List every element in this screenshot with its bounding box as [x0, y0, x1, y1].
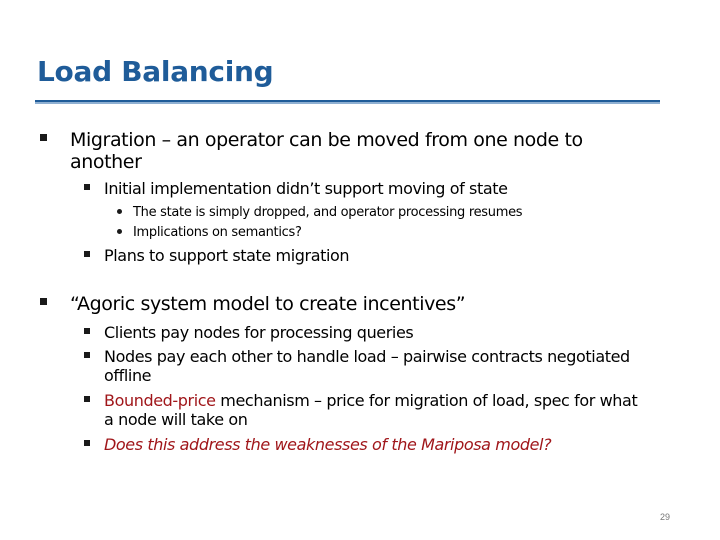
sub-bullet-nodes-pay-line2: offline — [104, 366, 152, 385]
round-bullet-icon — [117, 229, 122, 234]
square-bullet-icon — [84, 352, 90, 358]
sub-bullet-clients-pay: Clients pay nodes for processing queries — [104, 323, 414, 342]
bullet-migration-line2: another — [70, 151, 142, 173]
sub-sub-bullet-state-dropped: The state is simply dropped, and operator processing resumes — [133, 205, 523, 220]
sub-bullet-bounded-price-line2: a node will take on — [104, 410, 248, 429]
sub-bullet-plans: Plans to support state migration — [104, 246, 350, 265]
square-bullet-icon — [84, 184, 90, 190]
page-number: 29 — [660, 512, 671, 522]
sub-bullet-bounded-price-line1 — [104, 393, 637, 409]
square-bullet-icon — [40, 134, 47, 141]
round-bullet-icon — [117, 209, 122, 214]
square-bullet-icon — [84, 251, 90, 257]
slide-title: Load Balancing — [37, 55, 274, 88]
sub-bullet-mariposa-question: Does this address the weaknesses of the Mariposa model? — [104, 435, 552, 454]
bounded-price-highlight: Bounded-price — [104, 391, 216, 410]
bounded-price-rest: mechanism – price for migration of load, spec for what — [215, 391, 638, 410]
square-bullet-icon — [84, 328, 90, 334]
square-bullet-icon — [84, 440, 90, 446]
bullet-agoric: “Agoric system model to create incentives” — [70, 293, 466, 315]
square-bullet-icon — [84, 396, 90, 402]
sub-bullet-initial-impl: Initial implementation didn’t support moving of state — [104, 179, 508, 198]
bullet-migration-line1: Migration – an operator can be moved from one node to — [70, 129, 583, 151]
sub-bullet-nodes-pay-line1: Nodes pay each other to handle load – pairwise contracts negotiated — [104, 347, 630, 366]
square-bullet-icon — [40, 298, 47, 305]
sub-sub-bullet-implications: Implications on semantics? — [133, 225, 302, 240]
